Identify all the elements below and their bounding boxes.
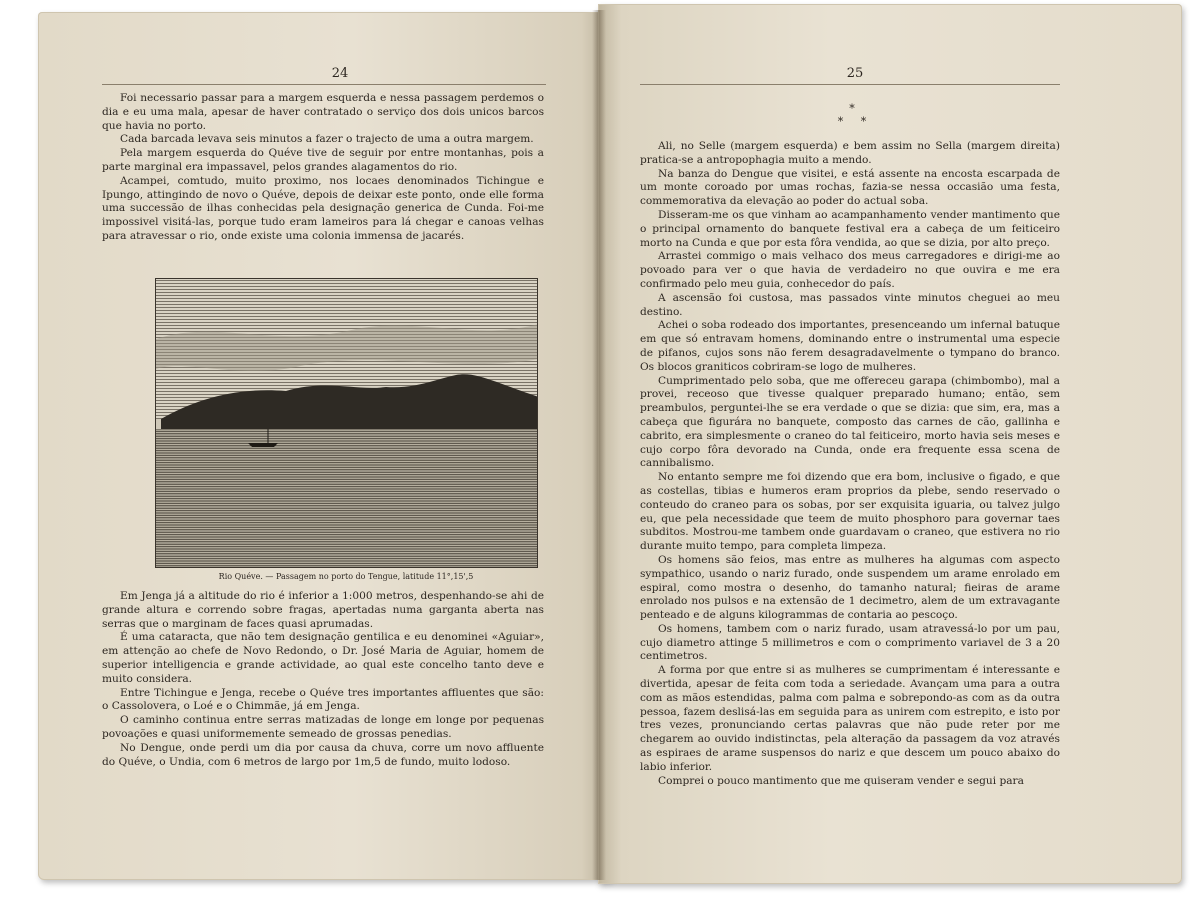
paragraph: Pela margem esquerda do Quéve tive de seguir por entre montanhas, pois a parte marginal era impassavel, pelos grandes alagamentos do rio. [102,147,544,173]
header-rule-left [102,84,546,85]
paragraph: É uma cataracta, que não tem designação gentilica e eu denominei «Aguiar», em attenção ao chefe de Novo Redondo, o Dr. José Maria de Aguiar, homem de superior intelligencia e grande actividade, ao qual este concelho tanto deve e muito considera. [102,631,544,685]
paragraph: Disseram-me os que vinham ao acampanhamento vender mantimento que o principal ornamento do banquete festival era a cabeça de um feiticeiro morto na Cunda e que por esta fôra vendida, ao que se dizia, por alto preço. [640,208,1060,249]
paragraph: O caminho continua entre serras matizadas de longe em longe por pequenas povoações e quasi uniformemente semeado de grossas penedias. [102,714,544,740]
paragraph: Foi necessario passar para a margem esquerda e nessa passagem perdemos o dia e eu uma mala, apesar de haver contratado o serviço dos dois unicos barcos que havia no porto. [102,92,544,132]
paragraph: No entanto sempre me foi dizendo que era bom, inclusive o figado, e que as costellas, tibias e humeros eram proprios da plebe, sendo reservado o conteudo do craneo para os sobas, por ser exquisita iguaria, ou talvez julgo eu, que pela necessidade que teem de muito phosphoro para governar taes subditos. Mostrou-me tambem onde guardavam o craneo, que estivera no rio durante muito tempo, para completa limpeza. [640,471,1060,553]
book-gutter [592,10,606,880]
paragraph: Ali, no Selle (margem esquerda) e bem assim no Sella (margem direita) pratica-se a antropophagia muito a mendo. [640,140,1060,166]
right-text [640,140,1060,788]
left-text-top [102,92,544,244]
paragraph: Entre Tichingue e Jenga, recebe o Quéve tres importantes affluentes que são: o Cassolovera, o Loé e o Chimmãe, já em Jenga. [102,686,544,713]
paragraph: Cumprimentado pelo soba, que me offereceu garapa (chimbombo), mal a provei, receoso que tivesse qualquer preparado humano; então, sem preambulos, perguntei-lhe se era verdade o que se dizia: que sim, era, mas a cabeça que figurára no banquete, composto das carnes de cão, gallinha e cabrito, era simplesmente o craneo do tal feiticeiro, morto havia seis meses e cujo corpo fôra devorado na Cunda, onde era frequente essa scena de cannibalismo. [640,374,1060,470]
engraving-river-queve [155,278,538,568]
paragraph: Em Jenga já a altitude do rio é inferior a 1:000 metros, despenhando-se ahi de grande altura e correndo sobre fragas, apertadas numa garganta aberta nas serras que o marginam de faces quasi aprumadas. [102,590,544,630]
paragraph: A forma por que entre si as mulheres se cumprimentam é interessante e divertida, apesar de feita com toda a seriedade. Avançam uma para a outra com as mãos estendidas, palma com palma e sobrepondo-as com as da outra pessoa, fazem deslisá-las em seguida para as unirem com estrepito, e isto por tres vezes, pronunciando certas palavras que não pude reter por me chegarem ao ouvido indistinctas, pela alteração da passagem da voz através as espiraes de arame suspensos do nariz e que descem um pouco abaixo do labio inferior. [640,664,1060,773]
paragraph: Os homens, tambem com o nariz furado, usam atravessá-lo por um pau, cujo diametro attinge 5 millimetros e com o comprimento variavel de 3 a 20 centimetros. [640,622,1060,663]
paragraph: Comprei o pouco mantimento que me quiseram vender e segui para [658,774,1024,787]
page-number-left: 24 [331,66,349,81]
paragraph: A ascensão foi custosa, mas passados vinte minutos cheguei ao meu destino. [640,291,1060,318]
figure-caption: Rio Quéve. — Passagem no porto do Tengue, latitude 11°,15',5 [218,572,474,581]
ornament-top: * [849,102,855,115]
header-rule-right [640,84,1060,85]
section-ornament [822,102,882,128]
page-number-right: 25 [846,66,864,81]
paragraph: Na banza do Dengue que visitei, e está assente na encosta escarpada de um monte coroado por umas rochas, fazia-se nessa occasião uma festa, commemorativa da elevação ao poder do actual soba. [640,167,1060,208]
engraving-illustration [156,279,538,568]
paragraph: Achei o soba rodeado dos importantes, presenceando um infernal batuque em que só entravam homens, dominando entre o instrumental uma especie de pifanos, cujos sons não ferem desagradavelmente o tympano do branco. Os blocos graniticos cobriram-se logo de mulheres. [640,319,1060,373]
ornament-bottom: * * [837,115,867,128]
paragraph: Cada barcada levava seis minutos a fazer o trajecto de uma a outra margem. [120,133,534,146]
left-text-bottom [102,590,544,769]
paragraph: Acampei, comtudo, muito proximo, nos locaes denominados Tichingue e Ipungo, attingindo de novo o Quéve, depois de deixar este ponto, onde elle forma uma successão de ilhas conhecidas pela designação generica de Cunda. Foi-me impossivel visitá-las, porque tudo eram lameiros para lá chegar e canoas velhas para atravessar o rio, onde existe uma colonia immensa de jacarés. [102,174,544,242]
paragraph: Arrastei commigo o mais velhaco dos meus carregadores e dirigi-me ao povoado para ver o que havia de verdadeiro no que ouvira e me era confirmado pelo meu guia, conhecedor do país. [640,250,1060,290]
paragraph: Os homens são feios, mas entre as mulheres ha algumas com aspecto sympathico, usando o nariz furado, onde suspendem um arame enrolado em espiral, como mostra o desenho, do tamanho natural; fieiras de arame enrolado nos pulsos e na extensão de 1 decimetro, alem de um extravagante penteado e de alguns kilogrammas de contaria ao pescoço. [640,553,1060,622]
paragraph: No Dengue, onde perdi um dia por causa da chuva, corre um novo affluente do Quéve, o Undia, com 6 metros de largo por 1m,5 de fundo, muito lodoso. [102,741,544,768]
